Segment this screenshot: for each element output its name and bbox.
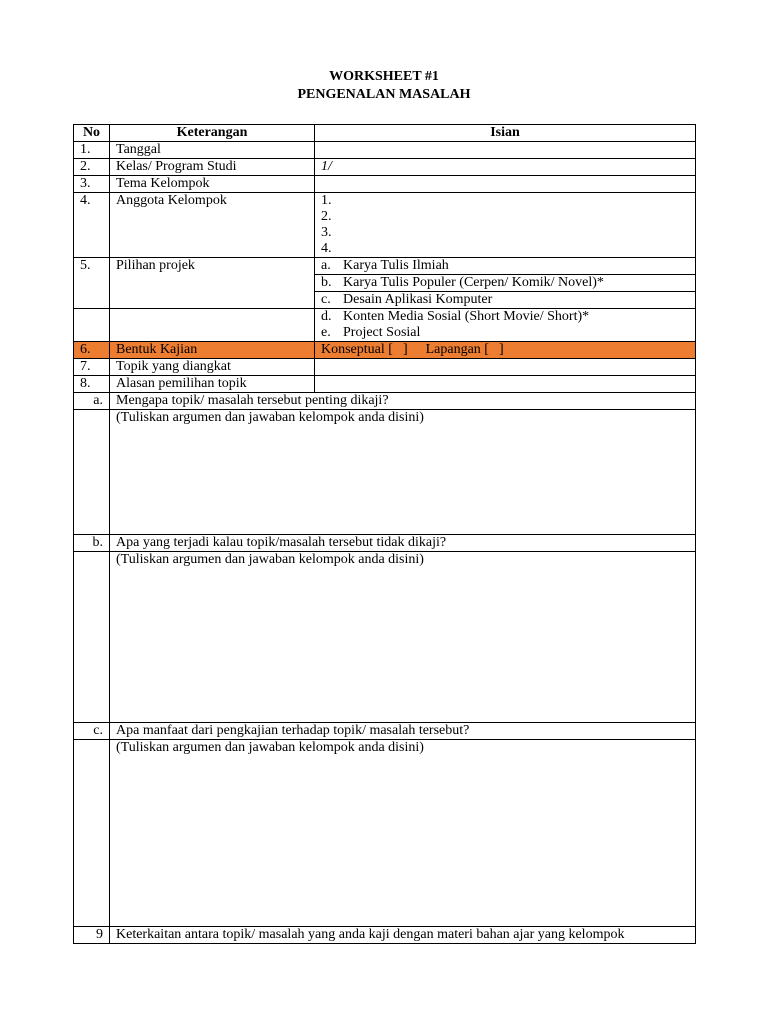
question-text: Apa yang terjadi kalau topik/masalah tersebut tidak dikaji?: [110, 535, 696, 552]
row-number: 6.: [74, 342, 110, 359]
row-label: Tanggal: [110, 142, 315, 159]
row-number: 8.: [74, 376, 110, 393]
tanggal-field[interactable]: [315, 142, 696, 159]
header-isian: Isian: [315, 125, 696, 142]
project-options-de[interactable]: [315, 309, 696, 342]
header-keterangan: Keterangan: [110, 125, 315, 142]
row-number: [74, 309, 110, 342]
table-row: [74, 309, 696, 342]
question-text: Apa manfaat dari pengkajian terhadap topik/ masalah tersebut?: [110, 723, 696, 740]
row-number: 5.: [74, 258, 110, 309]
answer-area-a[interactable]: (Tuliskan argumen dan jawaban kelompok anda disini): [110, 410, 696, 535]
bentuk-kajian-field[interactable]: Konseptual [ ] Lapangan [ ]: [315, 342, 696, 359]
question-text: Mengapa topik/ masalah tersebut penting dikaji?: [110, 393, 696, 410]
member-line: 2.: [321, 209, 332, 224]
topik-field[interactable]: [315, 359, 696, 376]
answer-area-b[interactable]: (Tuliskan argumen dan jawaban kelompok anda disini): [110, 552, 696, 723]
table-row: [74, 376, 696, 393]
row-label: Anggota Kelompok: [110, 193, 315, 258]
lapangan-checkbox[interactable]: Lapangan [: [425, 342, 489, 357]
table-row: [74, 410, 696, 535]
project-option-d[interactable]: d. Konten Media Sosial (Short Movie/ Short)*: [321, 309, 590, 324]
project-option-b[interactable]: b. Karya Tulis Populer (Cerpen/ Komik/ Novel)*: [315, 275, 696, 292]
row-label: Pilihan projek: [110, 258, 315, 309]
row-number: 2.: [74, 159, 110, 176]
tema-field[interactable]: [315, 176, 696, 193]
worksheet-subtitle: PENGENALAN MASALAH: [297, 87, 471, 102]
alasan-field[interactable]: [315, 376, 696, 393]
row-label: Topik yang diangkat: [110, 359, 315, 376]
table-row: [74, 142, 696, 159]
table-row: [74, 176, 696, 193]
row-number: b.: [74, 535, 110, 552]
table-row: [74, 393, 696, 410]
row-number: 9: [74, 927, 110, 944]
kelas-field[interactable]: 1/: [315, 159, 696, 176]
member-line: 1.: [321, 193, 332, 208]
question-text: Keterkaitan antara topik/ masalah yang anda kaji dengan materi bahan ajar yang kelompok: [110, 927, 696, 944]
project-option-a[interactable]: a. Karya Tulis Ilmiah: [315, 258, 696, 275]
row-number: a.: [74, 393, 110, 410]
worksheet-title: WORKSHEET #1: [329, 69, 439, 84]
member-line: 4.: [321, 241, 332, 256]
row-number: c.: [74, 723, 110, 740]
table-row: [74, 258, 696, 275]
worksheet-table: [73, 124, 696, 944]
row-label: Kelas/ Program Studi: [110, 159, 315, 176]
table-row: [74, 535, 696, 552]
table-row: [74, 552, 696, 723]
row-label: Alasan pemilihan topik: [110, 376, 315, 393]
row-number: 1.: [74, 142, 110, 159]
row-label: Tema Kelompok: [110, 176, 315, 193]
table-row-highlighted: [74, 342, 696, 359]
table-row: [74, 193, 696, 258]
project-option-e[interactable]: e. Project Sosial: [321, 325, 421, 340]
row-label: [110, 309, 315, 342]
row-number: [74, 740, 110, 927]
header-no: No: [74, 125, 110, 142]
row-number: 4.: [74, 193, 110, 258]
row-number: 3.: [74, 176, 110, 193]
anggota-field[interactable]: [315, 193, 696, 258]
row-label: Bentuk Kajian: [110, 342, 315, 359]
row-number: [74, 410, 110, 535]
row-number: [74, 552, 110, 723]
table-row: [74, 740, 696, 927]
table-row: [74, 723, 696, 740]
table-row: [74, 359, 696, 376]
table-header-row: [74, 125, 696, 142]
table-row: [74, 159, 696, 176]
member-line: 3.: [321, 225, 332, 240]
konseptual-checkbox[interactable]: Konseptual [: [321, 342, 393, 357]
table-row: [74, 927, 696, 944]
row-number: 7.: [74, 359, 110, 376]
project-option-c[interactable]: c. Desain Aplikasi Komputer: [315, 292, 696, 309]
answer-area-c[interactable]: (Tuliskan argumen dan jawaban kelompok anda disini): [110, 740, 696, 927]
